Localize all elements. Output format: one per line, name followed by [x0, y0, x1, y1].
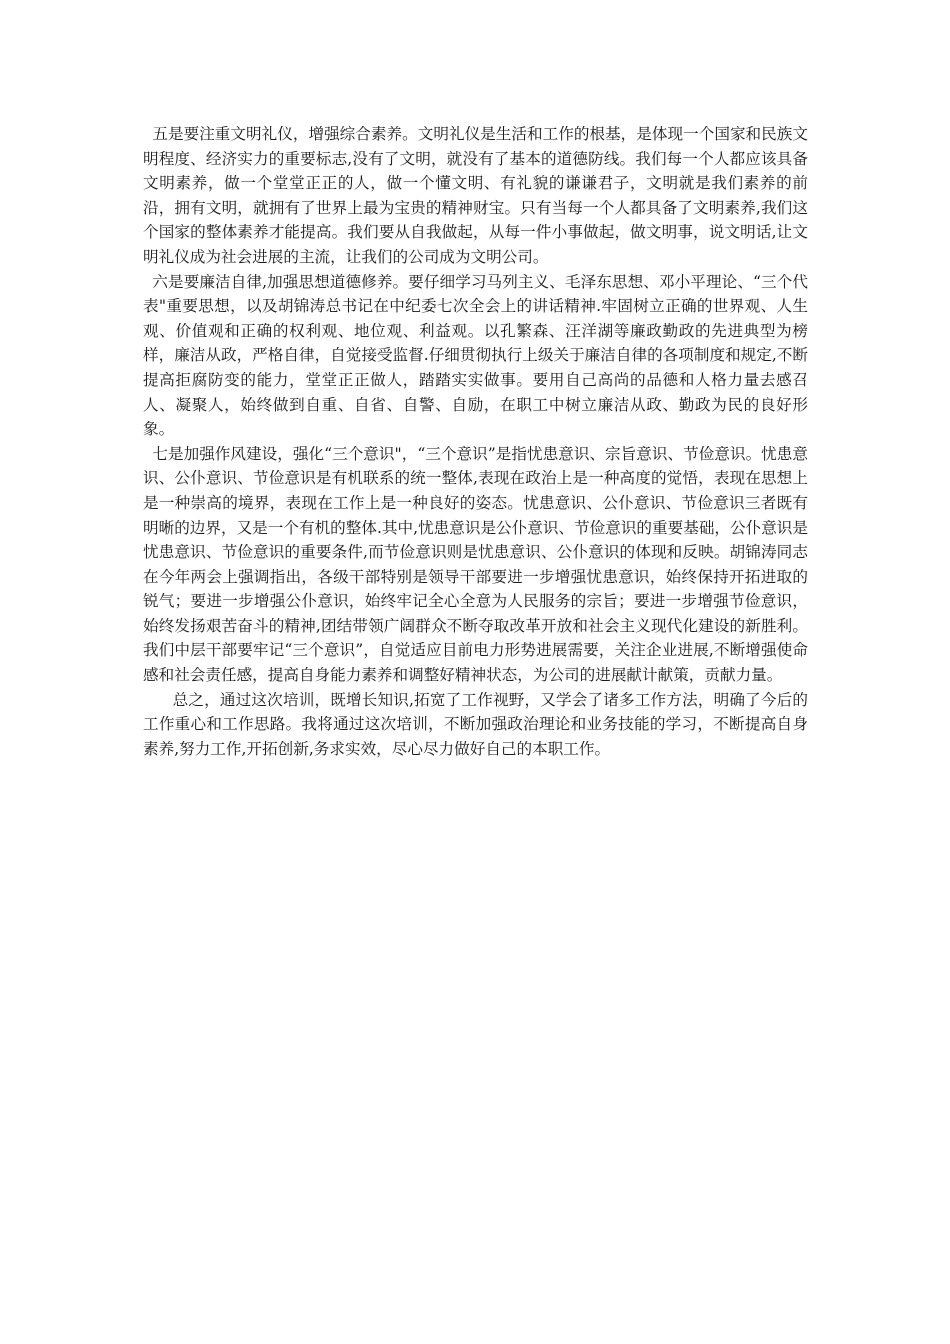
paragraph-conclusion: 总之，通过这次培训，既增长知识,拓宽了工作视野，又学会了诸多工作方法，明确了今后的工作重心和工作思路。我将通过这次培训，不断加强政治理论和业务技能的学习，不断提高自身素养,努力工作,开拓创新,务求实效，尽心尽力做好自己的本职工作。 — [143, 690, 808, 758]
paragraph-civility: 五是要注重文明礼仪，增强综合素养。文明礼仪是生活和工作的根基，是体现一个国家和民族文明程度、经济实力的重要标志,没有了文明，就没有了基本的道德防线。我们每一个人都应该具备文明素养，做一个堂堂正正的人，做一个懂文明、有礼貌的谦谦君子，文明就是我们素养的前沿，拥有文明，就拥有了世界上最为宝贵的精神财宝。只有当每一个人都具备了文明素养,我们这个国家的整体素养才能提高。我们要从自我做起，从每一件小事做起，做文明事，说文明话,让文明礼仪成为社会进展的主流，让我们的公司成为文明公司。 — [143, 125, 808, 266]
document-body — [143, 122, 808, 761]
paragraph-integrity: 六是要廉洁自律,加强思想道德修养。要仔细学习马列主义、毛泽东思想、邓小平理论、“三个代表"重要思想，以及胡锦涛总书记在中纪委七次全会上的讲话精神.牢固树立正确的世界观、人生观、价值观和正确的权利观、地位观、利益观。以孔繁森、汪洋湖等廉政勤政的先进典型为榜样，廉洁从政，严格自律，自觉接受监督.仔细贯彻执行上级关于廉洁自律的各项制度和规定,不断提高拒腐防变的能力，堂堂正正做人，踏踏实实做事。要用自己高尚的品德和人格力量去感召人、凝聚人，始终做到自重、自省、自警、自励，在职工中树立廉洁从政、勤政为民的良好形象。 — [143, 272, 808, 439]
paragraph-work-style: 七是加强作风建设，强化“三个意识"，“三个意识”是指忧患意识、宗旨意识、节俭意识。忧患意识、公仆意识、节俭意识是有机联系的统一整体,表现在政治上是一种高度的觉悟，表现在思想上是一种崇高的境界，表现在工作上是一种良好的姿态。忧患意识、公仆意识、节俭意识三者既有明晰的边界，又是一个有机的整体.其中,忧患意识是公仆意识、节俭意识的重要基础，公仆意识是忧患意识、节俭意识的重要条件,而节俭意识则是忧患意识、公仆意识的体现和反映。胡锦涛同志在今年两会上强调指出，各级干部特别是领导干部要进一步增强忧患意识，始终保持开拓进取的锐气；要进一步增强公仆意识，始终牢记全心全意为人民服务的宗旨；要进一步增强节俭意识，始终发扬艰苦奋斗的精神,团结带领广阔群众不断夺取改革开放和社会主义现代化建设的新胜利。我们中层干部要牢记“三个意识”，自觉适应目前电力形势进展需要，关注企业进展,不断增强使命感和社会责任感，提高自身能力素养和调整好精神状态，为公司的进展献计献策，贡献力量。 — [143, 444, 808, 685]
